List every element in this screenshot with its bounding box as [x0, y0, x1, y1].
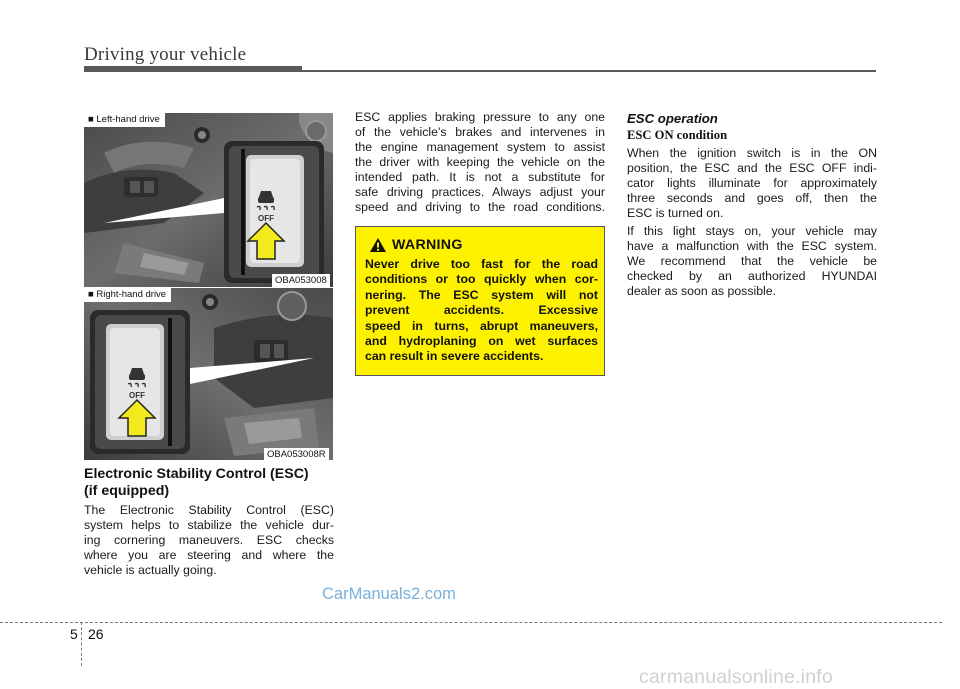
- warning-line: prevent accidents. Excessive: [365, 303, 598, 318]
- para-line: speed and driving to the road conditions.: [355, 200, 605, 214]
- op-line: We recommend that the vehicle be: [627, 254, 877, 268]
- op-line: dealer as soon as possible.: [627, 284, 777, 298]
- intro-line: The Electronic Stability Control (ESC): [84, 503, 334, 517]
- esc-off-button-label: OFF: [258, 214, 274, 223]
- dashboard-photo-rhd: [84, 288, 333, 460]
- warning-text: [365, 257, 598, 365]
- para-line: intended path. It is not a substitute for: [355, 170, 605, 184]
- watermark-carmanualsonline[interactable]: carmanualsonline.info: [639, 666, 833, 688]
- figure-label-right-hand-drive: ■ Right-hand drive: [84, 288, 171, 302]
- esc-off-button-label-rhd: OFF: [129, 391, 145, 400]
- watermark-carmanuals2[interactable]: CarManuals2.com: [322, 585, 456, 603]
- warning-triangle-icon: [370, 238, 386, 252]
- header-rule-thin: [302, 70, 876, 72]
- section-intro-paragraph: [84, 503, 334, 578]
- esc-on-paragraph: [627, 146, 877, 221]
- figure-left-hand-drive: [84, 113, 333, 287]
- warning-line: Never drive too fast for the road: [365, 257, 598, 271]
- running-header-title: Driving your vehicle: [84, 44, 247, 65]
- header-rule-thick: [84, 66, 302, 72]
- section-title-line-1: Electronic Stability Control (ESC): [84, 466, 309, 482]
- op-line: checked by an authorized HYUNDAI: [627, 269, 877, 283]
- intro-line: where you are steering and where the: [84, 548, 334, 562]
- operation-title: ESC operation: [627, 111, 718, 126]
- warning-line: can result in severe accidents.: [365, 349, 544, 364]
- figure-code-rhd: OBA053008R: [264, 448, 329, 462]
- esc-braking-paragraph: [355, 110, 605, 215]
- para-line: of the vehicle's brakes and intervenes in: [355, 125, 605, 139]
- warning-line: conditions or too quickly when cor-: [365, 272, 598, 287]
- figure-code-lhd: OBA053008: [272, 274, 330, 288]
- section-title: [84, 466, 334, 500]
- warning-line: and hydroplaning on wet surfaces: [365, 334, 598, 349]
- op-line: When the ignition switch is in the ON: [627, 146, 877, 160]
- warning-box: [355, 226, 605, 376]
- footer-page-number: 26: [88, 626, 104, 642]
- figure-label-left-hand-drive: ■ Left-hand drive: [84, 113, 165, 127]
- op-line: cator lights illuminate for approximately: [627, 176, 877, 190]
- para-line: the driver with keeping the vehicle on the: [355, 155, 605, 169]
- para-line: safe driving practices. Always adjust your: [355, 185, 605, 199]
- intro-line: vehicle is actually going.: [84, 563, 217, 577]
- op-line: three seconds and goes off, then the: [627, 191, 877, 205]
- warning-header: [370, 237, 463, 253]
- section-title-line-2: (if equipped): [84, 483, 170, 499]
- footer-vertical-divider: [81, 622, 82, 666]
- dashboard-photo-lhd: [84, 113, 333, 287]
- op-line: If this light stays on, your vehicle may: [627, 224, 877, 238]
- para-line: ESC applies braking pressure to any one: [355, 110, 605, 124]
- op-line: position, the ESC and the ESC OFF indi-: [627, 161, 877, 175]
- para-line: the engine management system to assist: [355, 140, 605, 154]
- warning-title: WARNING: [392, 237, 463, 253]
- intro-line: system helps to stabilize the vehicle dur-: [84, 518, 334, 532]
- esc-malfunction-paragraph: [627, 224, 877, 299]
- warning-line: nering. The ESC system will not: [365, 287, 598, 302]
- figure-right-hand-drive: [84, 288, 333, 460]
- intro-line: ing cornering maneuvers. ESC checks: [84, 533, 334, 547]
- footer-dashed-rule: [0, 622, 942, 623]
- footer-section-number: 5: [70, 626, 78, 642]
- warning-line: speed in turns, abrupt maneuvers,: [365, 318, 598, 333]
- op-line: ESC is turned on.: [627, 206, 724, 220]
- operation-subtitle: ESC ON condition: [627, 128, 728, 142]
- op-line: have a malfunction with the ESC system.: [627, 239, 877, 253]
